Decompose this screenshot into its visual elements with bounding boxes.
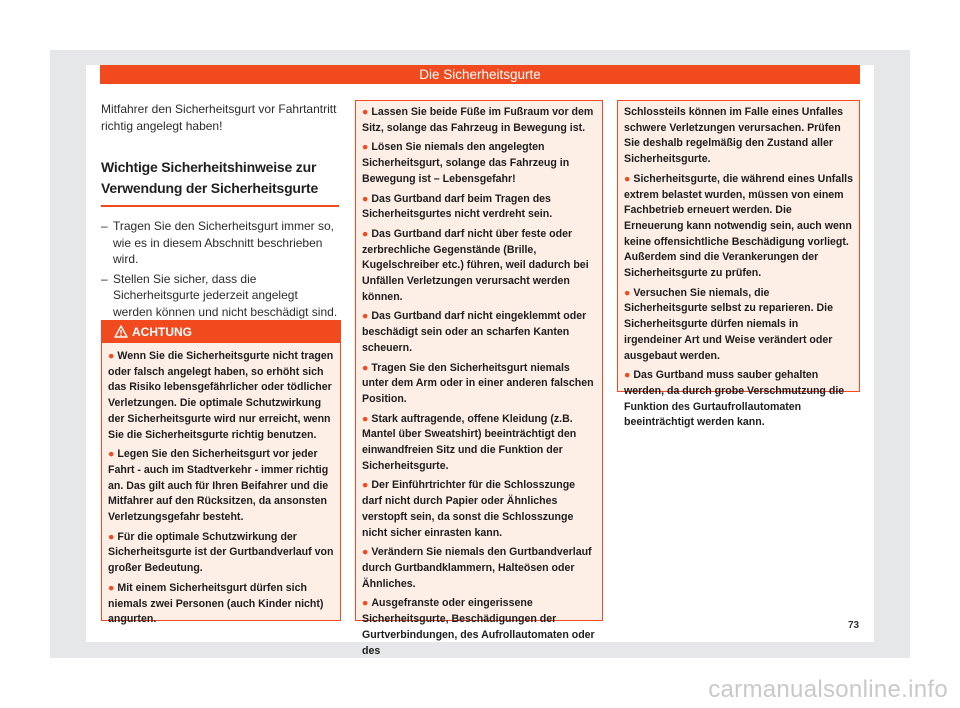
warning-box-end: [617, 100, 860, 429]
bullet-icon: ●: [362, 227, 369, 240]
warning-item: ● Lassen Sie beide Füße im Fußraum vor dem Sitz, solange das Fahrzeug in Bewegung ist.: [362, 106, 594, 134]
warning-item: ● Das Gurtband muss sauber gehalten werden, da durch grobe Verschmutzung die Funktion des Gurtaufrollautomaten beeinträchtigt werden kann.: [624, 369, 845, 429]
warning-item: ● Tragen Sie den Sicherheitsgurt niemals unter dem Arm oder in einer anderen falschen Position.: [362, 361, 594, 405]
warning-item: ● Lösen Sie niemals den angelegten Sicherheitsgurt, solange das Fahrzeug in Bewegung ist – Lebensgefahr!: [362, 141, 570, 185]
step-item: [101, 218, 339, 268]
chapter-header: [100, 65, 860, 84]
step-text: Tragen Sie den Sicherheitsgurt immer so, wie es in diesem Abschnitt beschrieben wird.: [113, 219, 334, 266]
chapter-title: Die Sicherheitsgurte: [419, 67, 541, 82]
warning-item: ● Das Gurtband darf beim Tragen des Sicherheitsgurtes nicht verdreht sein.: [362, 192, 553, 221]
intro-text: Mitfahrer den Sicherheitsgurt vor Fahrtantritt richtig angelegt haben!: [101, 102, 337, 133]
bullet-icon: ●: [362, 192, 369, 205]
bullet-icon: ●: [362, 141, 369, 154]
left-column: [101, 101, 339, 323]
step-list: [101, 218, 339, 320]
bullet-icon: ●: [108, 448, 115, 461]
warning-item: ● Wenn Sie die Sicherheitsgurte nicht tragen oder falsch angelegt haben, so erhöht sich das Risiko lebensgefährlicher oder tödlicher Verletzungen. Die optimale Schutzwirkung der Sicherheitsgurte wird nur erreicht, wenn Sie die Sicherheitsgurte richtig benutzen.: [108, 350, 334, 441]
bullet-icon: ●: [108, 350, 115, 362]
bullet-icon: ●: [362, 412, 369, 425]
warning-item: ● Sicherheitsgurte, die während eines Unfalls extrem belastet wurden, müssen von einem Fachbetrieb erneuert werden. Die Erneuerung kann notwendig sein, auch wenn keine offensichtliche Beschädigung vorliegt. Außerdem sind die Verankerungen der Sicherheitsgurte zu prüfen.: [624, 172, 853, 280]
warning-item: ● Mit einem Sicherheitsgurt dürfen sich niemals zwei Personen (auch Kinder nicht) angurten.: [108, 581, 324, 626]
page-number: 73: [848, 620, 860, 631]
warning-item: ● Legen Sie den Sicherheitsgurt vor jeder Fahrt - auch im Stadtverkehr - immer richtig an. Das gilt auch für Ihren Beifahrer und die Mitfahrer auf den Rücksitzen, da ansonsten Verletzungsgefahr besteht.: [108, 448, 329, 524]
watermark: carmanualsonline.info: [708, 676, 948, 703]
warning-list-col3: [624, 105, 853, 431]
step-item: [101, 271, 339, 321]
bullet-icon: ●: [624, 172, 631, 185]
warning-item: ● Verändern Sie niemals den Gurtbandverlauf durch Gurtbandklammern, Halteösen oder Ähnliches.: [362, 546, 592, 590]
warning-box-continued: [355, 100, 603, 657]
warning-list-col2: [362, 105, 596, 659]
warning-item: ● Ausgefranste oder eingerissene Sicherheitsgurte, Beschädigungen der Gurtverbindungen, des Aufrollautomaten oder des: [362, 597, 595, 657]
warning-item: ● Versuchen Sie niemals, die Sicherheitsgurte selbst zu reparieren. Die Sicherheitsgurte dürfen niemals in irgendeiner Art und Weise verändert oder ausgebaut werden.: [624, 286, 834, 362]
warning-header: [102, 321, 340, 343]
step-text: Stellen Sie sicher, dass die Sicherheitsgurte jederzeit angelegt werden können und nicht beschädigt sind.: [113, 271, 338, 319]
bullet-icon: ●: [362, 479, 369, 492]
bullet-icon: ●: [108, 581, 115, 594]
warning-triangle-icon: [114, 325, 128, 338]
warning-item: ● Das Gurtband darf nicht eingeklemmt oder beschädigt sein oder an scharfen Kanten scheuern.: [362, 310, 587, 354]
bullet-icon: ●: [362, 597, 369, 610]
warning-item: ● Stark auftragende, offene Kleidung (z.B. Mantel über Sweatshirt) beeinträchtigt den einwandfreien Sitz und die Funktion der Sicherheitsgurte.: [362, 412, 577, 472]
warning-item: ● Der Einführtrichter für die Schlosszunge darf nicht durch Papier oder Ähnliches verstopft sein, da sonst die Schlosszunge nicht sicher einrasten kann.: [362, 479, 576, 539]
bullet-icon: ●: [624, 286, 631, 299]
warning-item-continuation: Schlossteils können im Falle eines Unfalles schwere Verletzungen verursachen. Prüfen Sie deshalb regelmäßig den Zustand aller Sicherheitsgurte.: [624, 106, 844, 166]
bullet-icon: ●: [624, 369, 631, 382]
section-title: Wichtige Sicherheitshinweise zur Verwendung der Sicherheitsgurte: [101, 157, 339, 207]
dash-marker: –: [101, 219, 108, 233]
warning-label: ACHTUNG: [132, 325, 192, 339]
bullet-icon: ●: [108, 530, 115, 543]
warning-item: ● Das Gurtband darf nicht über feste oder zerbrechliche Gegenstände (Brille, Kugelschreiber etc.) führen, weil dadurch bei Unfällen Verletzungen verursacht werden können.: [362, 227, 589, 303]
bullet-icon: ●: [362, 106, 369, 118]
dash-marker: –: [101, 271, 108, 286]
warning-item: ● Für die optimale Schutzwirkung der Sicherheitsgurte ist der Gurtbandverlauf von großer Bedeutung.: [108, 530, 334, 575]
bullet-icon: ●: [362, 310, 369, 323]
warning-list-col1: [108, 349, 334, 628]
warning-box: [101, 320, 341, 626]
bullet-icon: ●: [362, 361, 369, 374]
bullet-icon: ●: [362, 546, 369, 559]
